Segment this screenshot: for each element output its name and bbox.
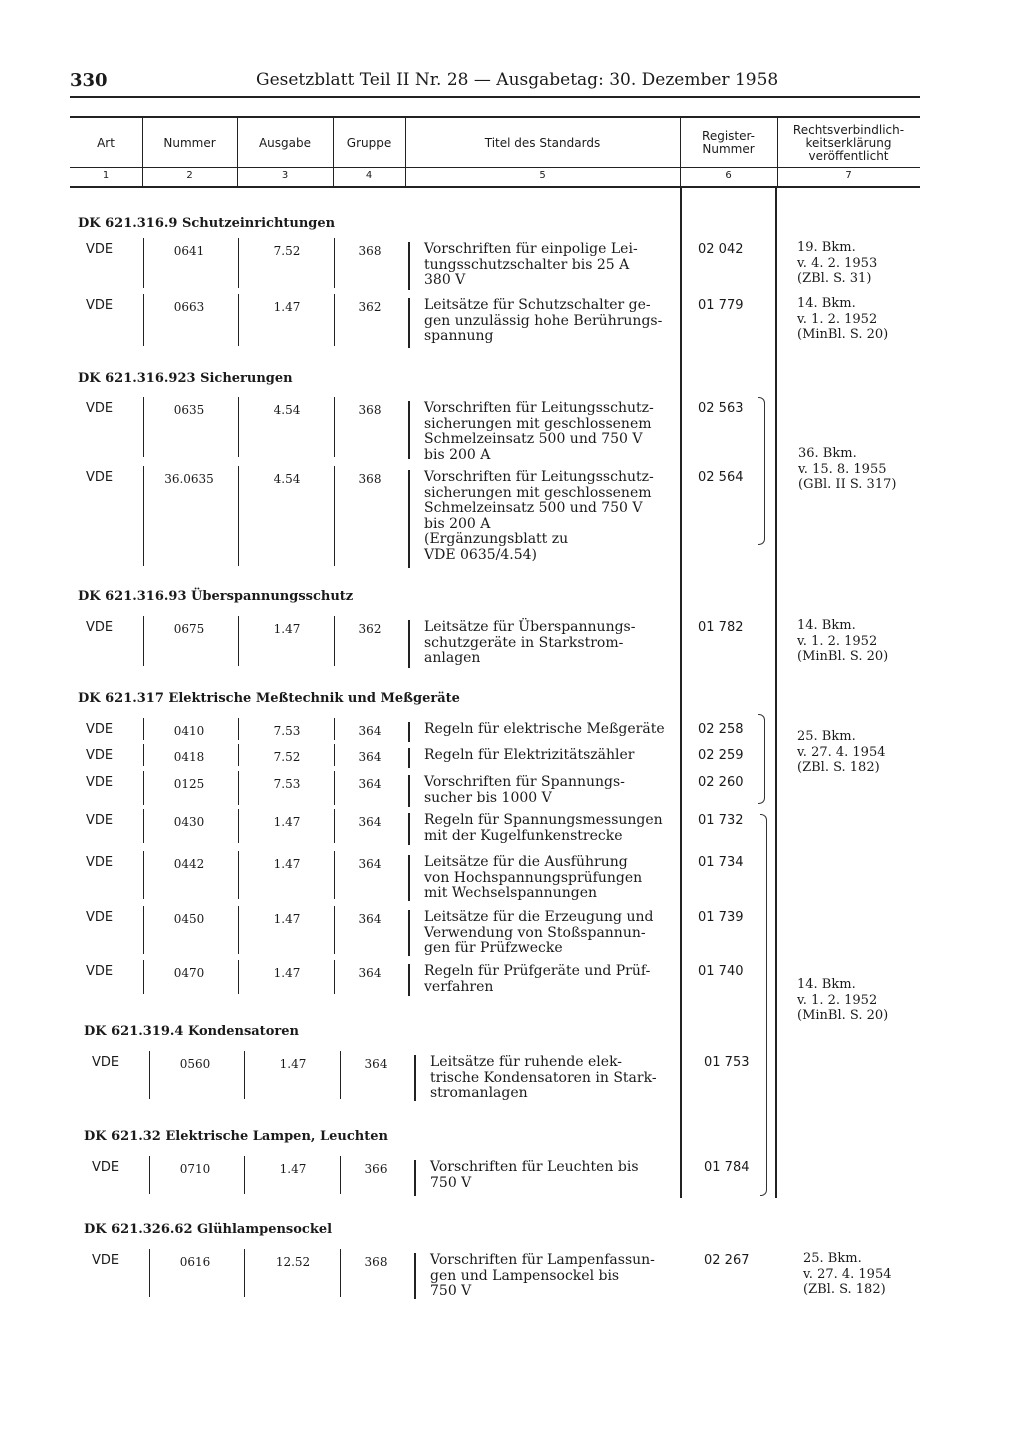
row-divider bbox=[238, 238, 239, 288]
cell-register: 02 563 bbox=[698, 401, 744, 416]
cell-gruppe: 366 bbox=[364, 1162, 388, 1176]
cell-register: 01 784 bbox=[704, 1160, 750, 1175]
section-title: DK 621.326.62 Glühlampensockel bbox=[84, 1222, 333, 1237]
row-divider bbox=[238, 397, 239, 457]
cell-titel bbox=[424, 401, 669, 463]
cell-ausgabe: 1.47 bbox=[273, 857, 301, 871]
cell-art: VDE bbox=[86, 964, 114, 979]
column-header-ausgabe: Ausgabe bbox=[258, 135, 312, 150]
titel-line: bis 200 A bbox=[424, 515, 491, 532]
cell-register: 02 258 bbox=[698, 722, 744, 737]
cell-ausgabe: 1.47 bbox=[273, 300, 301, 314]
row-divider bbox=[238, 466, 239, 566]
titel-line: sucher bis 1000 V bbox=[424, 789, 552, 806]
header-divider bbox=[333, 118, 334, 186]
row-divider bbox=[334, 718, 335, 740]
cell-ausgabe: 1.47 bbox=[279, 1162, 307, 1176]
header-rule bbox=[70, 96, 920, 98]
row-divider bbox=[143, 851, 144, 899]
row-divider bbox=[143, 238, 144, 288]
row-divider bbox=[334, 906, 335, 954]
row-divider bbox=[238, 771, 239, 805]
cell-nummer: 36.0635 bbox=[164, 472, 214, 486]
titel-line: stromanlagen bbox=[430, 1085, 528, 1101]
header-divider bbox=[777, 118, 778, 186]
row-divider bbox=[143, 744, 144, 766]
titel-line: 750 V bbox=[430, 1283, 472, 1299]
column-number-titel: 5 bbox=[539, 170, 546, 181]
cell-register: 01 740 bbox=[698, 964, 744, 979]
ref-line: (GBl. II S. 317) bbox=[798, 477, 897, 492]
row-divider bbox=[334, 238, 335, 288]
cell-ref bbox=[797, 618, 917, 665]
cell-art: VDE bbox=[86, 242, 114, 257]
row-divider bbox=[143, 294, 144, 346]
cell-register: 02 564 bbox=[698, 470, 744, 485]
cell-ausgabe: 4.54 bbox=[273, 403, 301, 417]
row-divider bbox=[334, 744, 335, 766]
titel-line: Regeln für elektrische Meßgeräte bbox=[424, 721, 665, 737]
header-divider bbox=[142, 118, 143, 186]
cell-titel bbox=[424, 298, 669, 345]
titel-line: VDE 0635/4.54) bbox=[424, 546, 537, 563]
column-number-ausgabe: 3 bbox=[281, 170, 289, 181]
cell-titel bbox=[424, 470, 669, 563]
title-divider bbox=[408, 722, 410, 742]
cell-art: VDE bbox=[86, 775, 114, 790]
cell-gruppe: 362 bbox=[358, 300, 382, 314]
header-divider bbox=[680, 118, 681, 186]
cell-titel bbox=[424, 910, 669, 957]
column-number-nummer: 2 bbox=[186, 170, 193, 181]
cell-ausgabe: 7.53 bbox=[273, 724, 301, 738]
titel-line: gen und Lampensockel bis bbox=[430, 1267, 620, 1284]
cell-art: VDE bbox=[86, 855, 114, 870]
row-divider bbox=[143, 906, 144, 954]
titel-line: gen für Prüfzwecke bbox=[424, 940, 563, 956]
column-number-rechtsverbindlichkeit: 7 bbox=[845, 170, 852, 181]
cell-titel bbox=[424, 964, 669, 995]
cell-art: VDE bbox=[86, 298, 114, 313]
cell-gruppe: 364 bbox=[358, 912, 382, 926]
cell-nummer: 0675 bbox=[173, 622, 205, 636]
titel-line: Regeln für Spannungsmessungen bbox=[424, 812, 663, 828]
cell-gruppe: 364 bbox=[358, 750, 382, 764]
cell-nummer: 0635 bbox=[173, 403, 205, 417]
cell-gruppe: 364 bbox=[358, 724, 382, 738]
cell-nummer: 0663 bbox=[173, 300, 205, 314]
cell-art: VDE bbox=[86, 401, 114, 416]
row-divider bbox=[334, 851, 335, 899]
cell-register: 01 739 bbox=[698, 910, 744, 925]
section-title: DK 621.319.4 Kondensatoren bbox=[84, 1024, 299, 1039]
cell-nummer: 0710 bbox=[179, 1162, 211, 1176]
titel-line: (Ergänzungsblatt zu bbox=[424, 531, 569, 547]
cell-art: VDE bbox=[86, 620, 114, 635]
ref-line: v. 4. 2. 1953 bbox=[797, 255, 878, 271]
column-header-rechtsverbindlichkeit: Rechtsverbindlich- keitserklärung veröffentlicht bbox=[792, 122, 905, 163]
row-divider bbox=[238, 718, 239, 740]
titel-line: verfahren bbox=[424, 978, 494, 995]
titel-line: trische Kondensatoren in Stark- bbox=[430, 1069, 657, 1086]
cell-register: 01 782 bbox=[698, 620, 744, 635]
row-divider bbox=[244, 1156, 245, 1194]
cell-ref bbox=[797, 296, 917, 343]
cell-ausgabe: 1.47 bbox=[273, 815, 301, 829]
titel-line: von Hochspannungsprüfungen bbox=[424, 869, 643, 886]
cell-nummer: 0470 bbox=[173, 966, 205, 980]
row-divider bbox=[244, 1051, 245, 1099]
row-divider bbox=[334, 809, 335, 843]
titel-line: Vorschriften für Leitungsschutz- bbox=[424, 400, 654, 416]
cell-ausgabe: 1.47 bbox=[273, 966, 301, 980]
cell-ref bbox=[797, 240, 917, 287]
register-column-left-line bbox=[680, 188, 682, 1198]
section-title: DK 621.316.923 Sicherungen bbox=[78, 371, 293, 386]
row-divider bbox=[143, 809, 144, 843]
column-header-nummer: Nummer bbox=[163, 135, 216, 150]
cell-gruppe: 364 bbox=[358, 966, 382, 980]
row-divider bbox=[238, 851, 239, 899]
titel-line: sicherungen mit geschlossenem bbox=[424, 415, 652, 432]
titel-line: Vorschriften für Leitungsschutz- bbox=[424, 469, 654, 485]
cell-nummer: 0410 bbox=[173, 724, 205, 738]
ref-line: v. 1. 2. 1952 bbox=[797, 992, 878, 1008]
page-number: 330 bbox=[70, 70, 108, 91]
table-num-rule bbox=[70, 186, 920, 188]
cell-titel bbox=[424, 748, 669, 764]
column-number-gruppe: 4 bbox=[365, 170, 373, 181]
title-divider bbox=[408, 964, 410, 996]
titel-line: Vorschriften für Leuchten bis bbox=[430, 1159, 639, 1175]
ref-line: v. 27. 4. 1954 bbox=[803, 1266, 892, 1282]
cell-gruppe: 364 bbox=[358, 815, 382, 829]
title-divider bbox=[408, 748, 410, 768]
group-ref bbox=[798, 446, 918, 493]
cell-titel bbox=[430, 1055, 675, 1102]
title-divider bbox=[408, 775, 410, 807]
row-divider bbox=[334, 771, 335, 805]
cell-gruppe: 364 bbox=[358, 857, 382, 871]
titel-line: Leitsätze für Überspannungs- bbox=[424, 619, 636, 635]
title-divider bbox=[408, 813, 410, 845]
row-divider bbox=[238, 960, 239, 994]
row-divider bbox=[238, 616, 239, 666]
row-divider bbox=[334, 397, 335, 457]
ref-line: 14. Bkm. bbox=[797, 977, 856, 992]
row-divider bbox=[334, 616, 335, 666]
row-divider bbox=[143, 960, 144, 994]
section-title: DK 621.32 Elektrische Lampen, Leuchten bbox=[84, 1129, 388, 1144]
cell-nummer: 0125 bbox=[173, 777, 205, 791]
cell-ausgabe: 7.52 bbox=[273, 244, 301, 258]
cell-nummer: 0418 bbox=[173, 750, 205, 764]
titel-line: Schmelzeinsatz 500 und 750 V bbox=[424, 431, 643, 447]
row-divider bbox=[334, 960, 335, 994]
cell-art: VDE bbox=[86, 813, 114, 828]
cell-titel bbox=[430, 1253, 675, 1300]
titel-line: mit Wechselspannungen bbox=[424, 885, 597, 901]
ref-line: (MinBl. S. 20) bbox=[797, 649, 889, 664]
row-divider bbox=[238, 906, 239, 954]
group-ref bbox=[797, 977, 917, 1024]
title-divider bbox=[408, 242, 410, 290]
title-divider bbox=[408, 855, 410, 901]
titel-line: 380 V bbox=[424, 272, 466, 288]
group-brace bbox=[758, 397, 765, 545]
ref-line: (MinBl. S. 20) bbox=[797, 327, 889, 342]
cell-gruppe: 368 bbox=[358, 403, 382, 417]
titel-line: Regeln für Prüfgeräte und Prüf- bbox=[424, 963, 651, 979]
cell-register: 02 259 bbox=[698, 748, 744, 763]
cell-titel bbox=[424, 620, 669, 667]
cell-nummer: 0430 bbox=[173, 815, 205, 829]
cell-gruppe: 368 bbox=[364, 1255, 388, 1269]
titel-line: Verwendung von Stoßspannun- bbox=[424, 924, 646, 941]
cell-art: VDE bbox=[86, 748, 114, 763]
column-number-art: 1 bbox=[102, 170, 110, 181]
column-header-register: Register- Nummer bbox=[702, 129, 755, 156]
cell-ref bbox=[803, 1251, 923, 1298]
titel-line: schutzgeräte in Starkstrom- bbox=[424, 634, 624, 651]
ref-line: (ZBl. S. 182) bbox=[803, 1282, 886, 1297]
section-title: DK 621.316.93 Überspannungsschutz bbox=[78, 589, 354, 604]
ref-line: (MinBl. S. 20) bbox=[797, 1008, 889, 1023]
cell-titel bbox=[430, 1160, 675, 1191]
ref-line: 25. Bkm. bbox=[797, 729, 856, 744]
page-title: Gesetzblatt Teil II Nr. 28 — Ausgabetag: 30. Dezember 1958 bbox=[256, 70, 779, 90]
titel-line: Schmelzeinsatz 500 und 750 V bbox=[424, 500, 643, 516]
titel-line: spannung bbox=[424, 328, 494, 344]
title-divider bbox=[414, 1160, 416, 1196]
cell-ausgabe: 7.53 bbox=[273, 777, 301, 791]
titel-line: Vorschriften für einpolige Lei- bbox=[424, 241, 638, 257]
titel-line: sicherungen mit geschlossenem bbox=[424, 484, 652, 501]
column-header-art: Art bbox=[97, 135, 115, 150]
titel-line: anlagen bbox=[424, 650, 481, 666]
ref-line: v. 27. 4. 1954 bbox=[797, 744, 886, 760]
row-divider bbox=[149, 1156, 150, 1194]
cell-titel bbox=[424, 722, 669, 738]
row-divider bbox=[334, 294, 335, 346]
row-divider bbox=[340, 1249, 341, 1297]
cell-register: 01 779 bbox=[698, 298, 744, 313]
title-divider bbox=[414, 1055, 416, 1101]
titel-line: Vorschriften für Lampenfassun- bbox=[430, 1252, 655, 1268]
titel-line: tungsschutzschalter bis 25 A bbox=[424, 256, 630, 273]
cell-register: 02 260 bbox=[698, 775, 744, 790]
row-divider bbox=[340, 1156, 341, 1194]
cell-ausgabe: 1.47 bbox=[279, 1057, 307, 1071]
section-title: DK 621.316.9 Schutzeinrichtungen bbox=[78, 216, 336, 231]
cell-titel bbox=[424, 813, 669, 844]
cell-ausgabe: 1.47 bbox=[273, 622, 301, 636]
titel-line: gen unzulässig hohe Berührungs- bbox=[424, 312, 663, 329]
row-divider bbox=[143, 466, 144, 566]
cell-art: VDE bbox=[92, 1055, 120, 1070]
cell-nummer: 0560 bbox=[179, 1057, 211, 1071]
title-divider bbox=[408, 910, 410, 956]
row-divider bbox=[340, 1051, 341, 1099]
row-divider bbox=[149, 1051, 150, 1099]
row-divider bbox=[244, 1249, 245, 1297]
ref-line: v. 1. 2. 1952 bbox=[797, 311, 878, 327]
titel-line: mit der Kugelfunkenstrecke bbox=[424, 827, 623, 844]
titel-line: Leitsätze für die Ausführung bbox=[424, 854, 628, 870]
cell-gruppe: 362 bbox=[358, 622, 382, 636]
row-divider bbox=[334, 466, 335, 566]
titel-line: Leitsätze für Schutzschalter ge- bbox=[424, 297, 651, 313]
cell-nummer: 0442 bbox=[173, 857, 205, 871]
title-divider bbox=[408, 470, 410, 568]
row-divider bbox=[143, 718, 144, 740]
column-header-titel: Titel des Standards bbox=[484, 135, 601, 150]
cell-register: 01 753 bbox=[704, 1055, 750, 1070]
ref-line: (ZBl. S. 182) bbox=[797, 760, 880, 775]
ref-line: 25. Bkm. bbox=[803, 1251, 862, 1266]
cell-nummer: 0450 bbox=[173, 912, 205, 926]
cell-gruppe: 364 bbox=[358, 777, 382, 791]
cell-titel bbox=[424, 775, 669, 806]
cell-titel bbox=[424, 242, 669, 289]
register-column-right-line bbox=[775, 188, 777, 1198]
cell-gruppe: 364 bbox=[364, 1057, 388, 1071]
cell-register: 02 267 bbox=[704, 1253, 750, 1268]
cell-art: VDE bbox=[92, 1160, 120, 1175]
titel-line: Leitsätze für die Erzeugung und bbox=[424, 909, 654, 925]
cell-ausgabe: 7.52 bbox=[273, 750, 301, 764]
cell-art: VDE bbox=[86, 910, 114, 925]
titel-line: Regeln für Elektrizitätszähler bbox=[424, 747, 635, 763]
ref-line: (ZBl. S. 31) bbox=[797, 271, 872, 286]
ref-line: v. 1. 2. 1952 bbox=[797, 633, 878, 649]
row-divider bbox=[143, 397, 144, 457]
group-brace bbox=[760, 814, 767, 1196]
title-divider bbox=[408, 401, 410, 459]
cell-ausgabe: 1.47 bbox=[273, 912, 301, 926]
cell-register: 01 732 bbox=[698, 813, 744, 828]
title-divider bbox=[414, 1253, 416, 1299]
ref-line: v. 15. 8. 1955 bbox=[798, 461, 887, 477]
ref-line: 14. Bkm. bbox=[797, 618, 856, 633]
ref-line: 14. Bkm. bbox=[797, 296, 856, 311]
titel-line: Vorschriften für Spannungs- bbox=[424, 774, 625, 790]
title-divider bbox=[408, 620, 410, 668]
cell-nummer: 0641 bbox=[173, 244, 205, 258]
cell-titel bbox=[424, 855, 669, 902]
header-divider bbox=[405, 118, 406, 186]
titel-line: 750 V bbox=[430, 1174, 472, 1191]
cell-gruppe: 368 bbox=[358, 472, 382, 486]
cell-ausgabe: 12.52 bbox=[275, 1255, 311, 1269]
ref-line: 36. Bkm. bbox=[798, 446, 857, 461]
cell-art: VDE bbox=[86, 722, 114, 737]
cell-art: VDE bbox=[86, 470, 114, 485]
cell-ausgabe: 4.54 bbox=[273, 472, 301, 486]
row-divider bbox=[238, 744, 239, 766]
row-divider bbox=[238, 809, 239, 843]
row-divider bbox=[238, 294, 239, 346]
titel-line: Leitsätze für ruhende elek- bbox=[430, 1054, 623, 1070]
title-divider bbox=[408, 298, 410, 348]
cell-gruppe: 368 bbox=[358, 244, 382, 258]
group-brace bbox=[758, 714, 765, 804]
cell-register: 01 734 bbox=[698, 855, 744, 870]
group-ref bbox=[797, 729, 917, 776]
row-divider bbox=[143, 771, 144, 805]
column-number-register: 6 bbox=[725, 170, 732, 181]
cell-register: 02 042 bbox=[698, 242, 744, 257]
row-divider bbox=[143, 616, 144, 666]
row-divider bbox=[149, 1249, 150, 1297]
section-title: DK 621.317 Elektrische Meßtechnik und Meßgeräte bbox=[78, 691, 460, 706]
header-divider bbox=[237, 118, 238, 186]
column-header-gruppe: Gruppe bbox=[346, 135, 392, 150]
ref-line: 19. Bkm. bbox=[797, 240, 856, 255]
cell-nummer: 0616 bbox=[179, 1255, 211, 1269]
titel-line: bis 200 A bbox=[424, 446, 491, 463]
cell-art: VDE bbox=[92, 1253, 120, 1268]
